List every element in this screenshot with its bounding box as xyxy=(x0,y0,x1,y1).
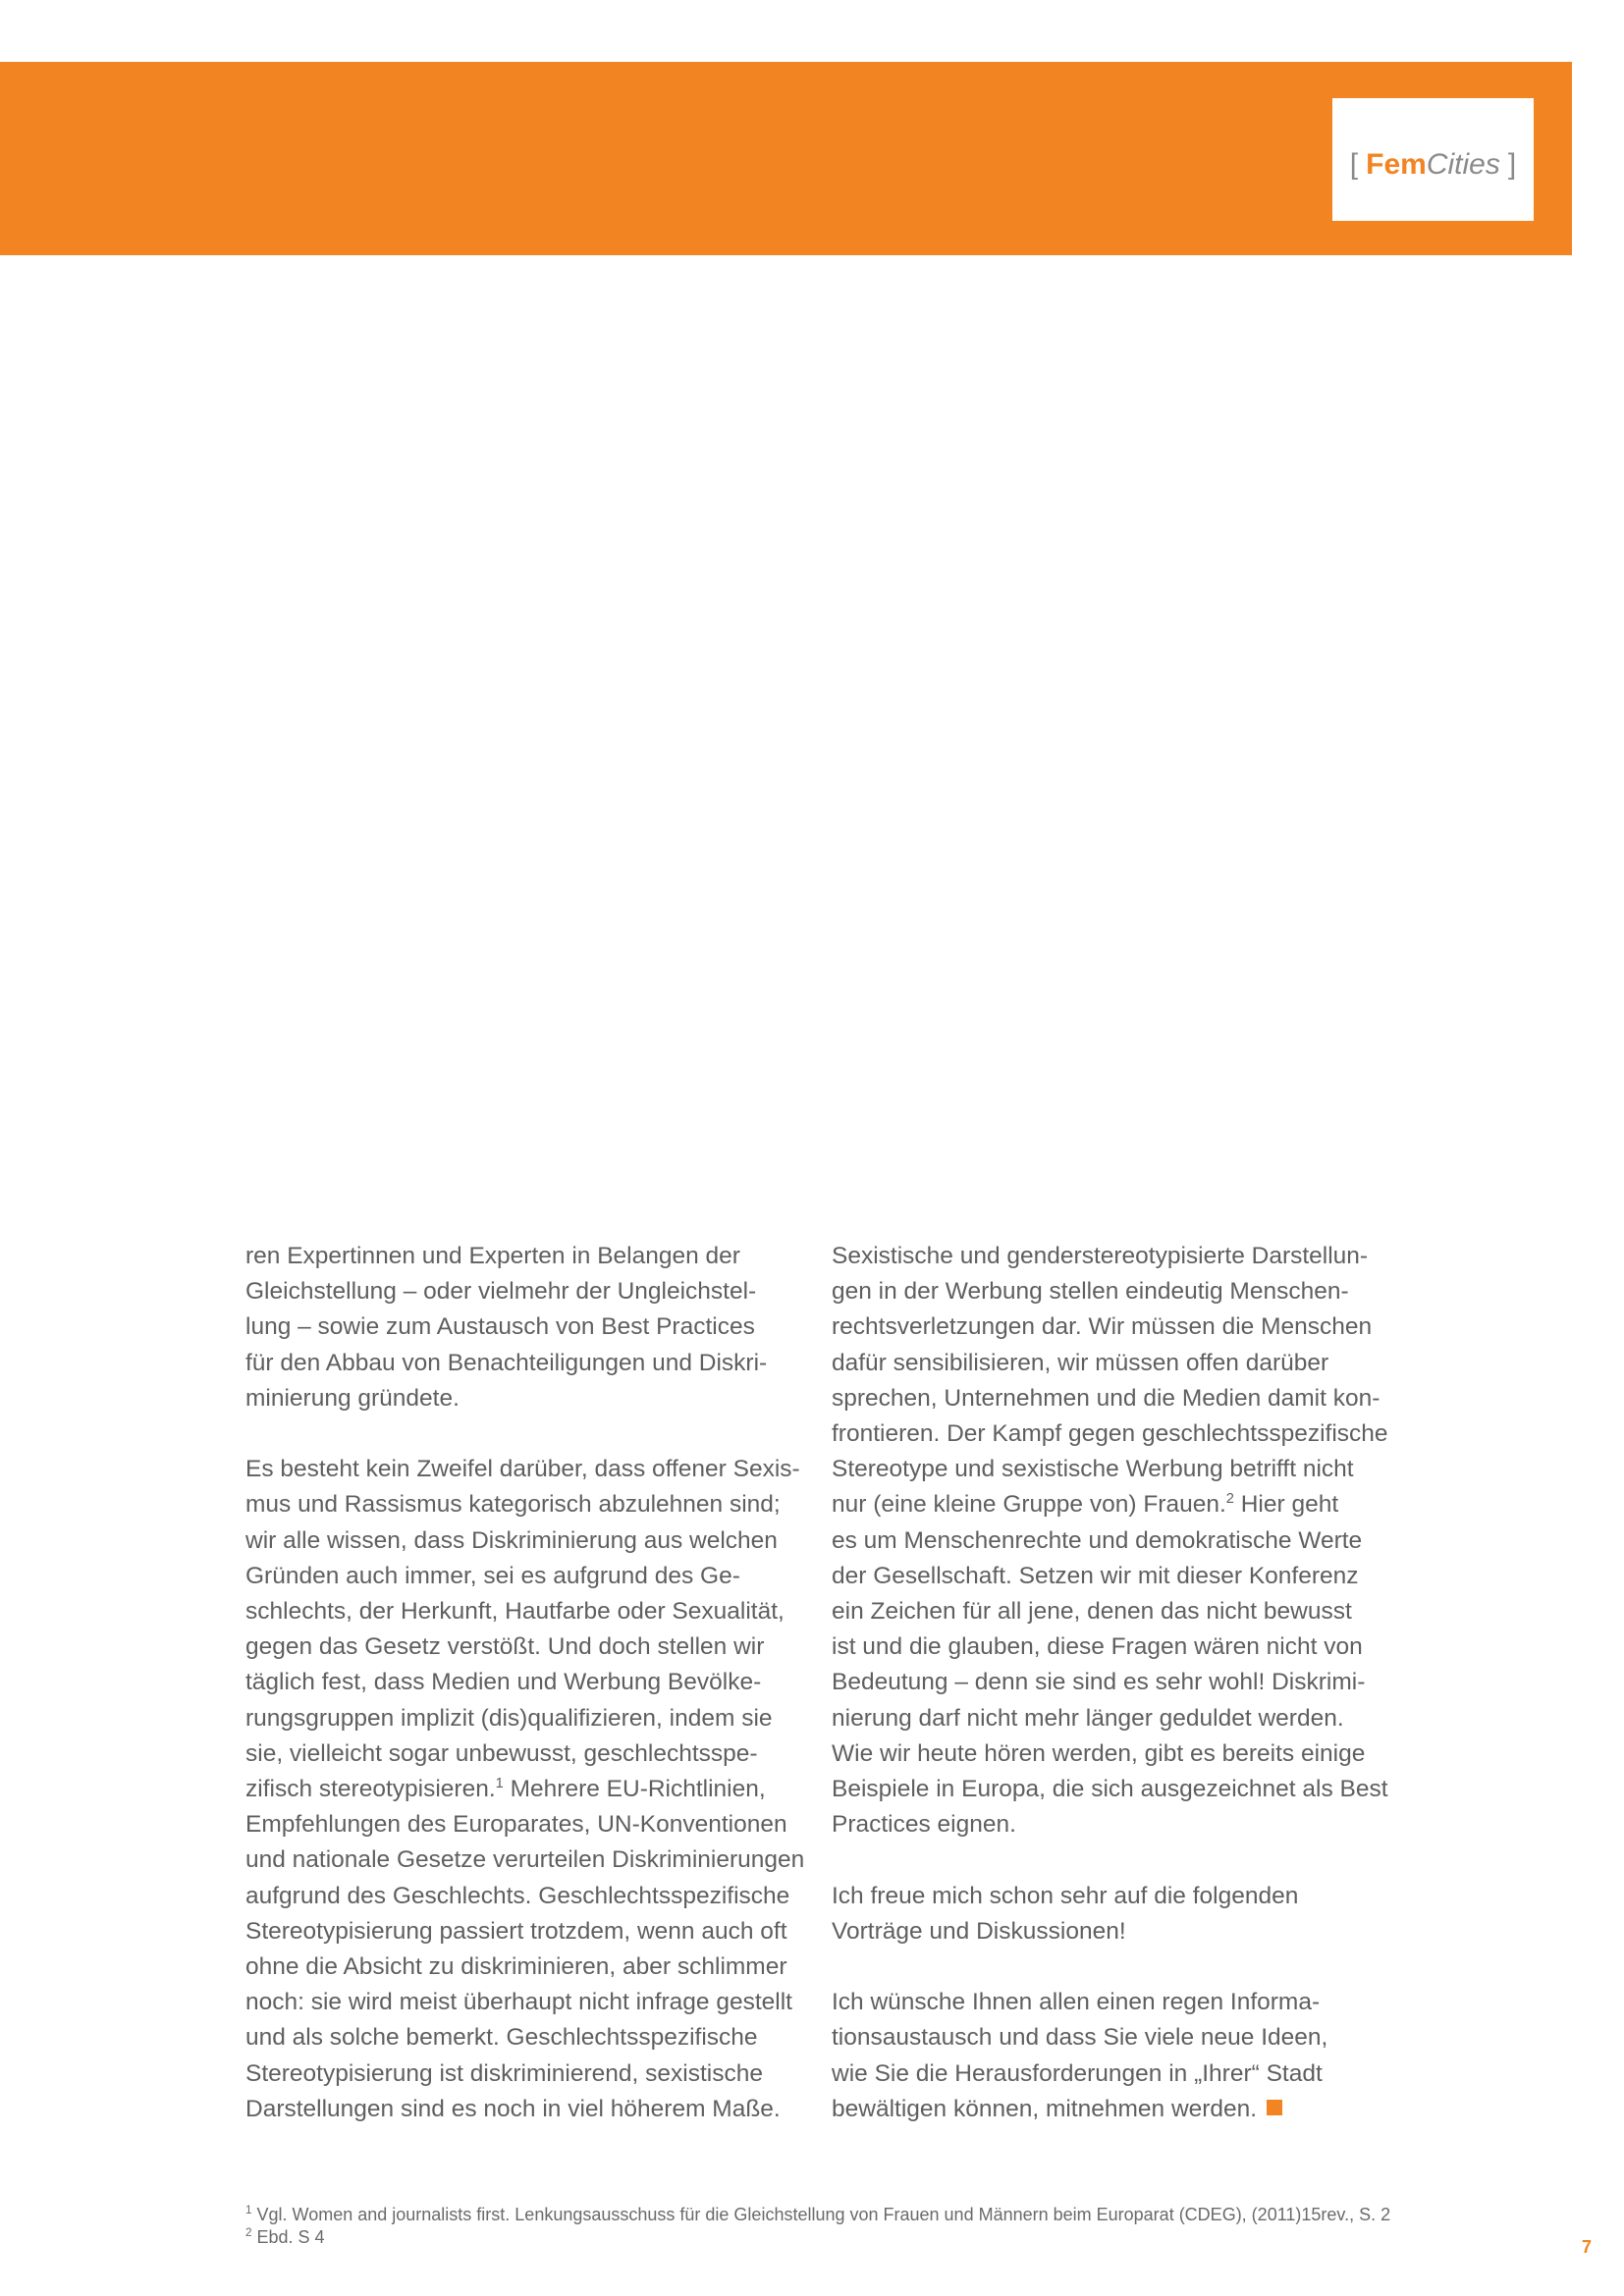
page-number: 7 xyxy=(1582,2237,1593,2257)
footnote-1-text: Vgl. Women and journalists first. Lenkungsausschuss für die Gleichstellung von Frauen und Männern beim Europarat (CDEG), (2011)15rev., S. 2 xyxy=(251,2205,1391,2224)
right-column xyxy=(832,1239,1411,2127)
left-paragraph-1: ren Expertinnen und Experten in Belangen der Gleichstellung – oder vielmehr der Ungleichstel- lung – sowie zum Austausch von Best Practices für den Abbau von Benachteiligungen und Diskri- minierung gründete. xyxy=(245,1243,768,1412)
logo-bracket-open: [ xyxy=(1349,148,1359,181)
right-paragraph-3 xyxy=(832,1985,1411,2127)
footnote-1-mark: 1 xyxy=(245,2204,252,2216)
right-paragraph-2: Ich freue mich schon sehr auf die folgenden Vorträge und Diskussionen! xyxy=(832,1882,1299,1945)
footnote-ref-2: 2 xyxy=(1225,1491,1234,1508)
right-paragraph-3-text: Ich wünsche Ihnen allen einen regen Informa- tionsaustausch und dass Sie viele neue Ideen, wie Sie die Herausforderungen in „Ihrer“ Stadt bewältigen können, mitnehmen werden. xyxy=(832,1989,1328,2122)
logo-text xyxy=(1332,98,1534,182)
left-paragraph-2-part-a: Es besteht kein Zweifel darüber, dass offener Sexis- mus und Rassismus kategorisch abzulehnen sind; wir alle wissen, dass Diskriminierung aus welchen Gründen auch immer, sei es aufgrund des Ge- schlechts, der Herkunft, Hautfarbe oder Sexualität, gegen das Gesetz verstößt. Und doch stellen wir täglich fest, dass Medien und Werbung Bevölke- rungsgruppen implizit (dis)qualifizieren, indem sie sie, vielleicht sogar unbewusst, geschlechtsspe- zifisch stereotypisieren. xyxy=(245,1456,800,1803)
left-paragraph-2 xyxy=(245,1452,815,2127)
left-column xyxy=(245,1239,815,2127)
footnotes xyxy=(245,2204,1522,2249)
logo-fem: Fem xyxy=(1366,148,1427,181)
footnote-2-text: Ebd. S 4 xyxy=(251,2227,325,2247)
femcities-logo xyxy=(1332,98,1534,221)
logo-cities: Cities xyxy=(1426,148,1500,181)
footnote-ref-1: 1 xyxy=(495,1775,504,1791)
footnote-2 xyxy=(245,2226,1522,2249)
footnote-1 xyxy=(245,2204,1522,2226)
header-band xyxy=(0,62,1572,255)
end-mark-square-icon xyxy=(1267,2100,1282,2115)
right-paragraph-1-part-b: Hier geht es um Menschenrechte und demokratische Werte der Gesellschaft. Setzen wir mit dieser Konferenz ein Zeichen für all jene, denen das nicht bewusst ist und die glauben, diese Fragen wären nicht von Bedeutung – denn sie sind es sehr wohl! Diskrimi- nierung darf nicht mehr länger geduldet werden. Wie wir heute hören werden, gibt es bereits einige Beispiele in Europa, die sich ausgezeichnet als Best Practices eignen. xyxy=(832,1491,1388,1839)
right-paragraph-1 xyxy=(832,1239,1411,1842)
right-paragraph-1-part-a: Sexistische und genderstereotypisierte Darstellun- gen in der Werbung stellen eindeutig Menschen- rechtsverletzungen dar. Wir müssen die Menschen dafür sensibilisieren, wir müssen offen darüber sprechen, Unternehmen und die Medien damit kon- frontieren. Der Kampf gegen geschlechtsspezifische Stereotype und sexistische Werbung betrifft nicht nur (eine kleine Gruppe von) Frauen. xyxy=(832,1243,1388,1519)
footnote-2-mark: 2 xyxy=(245,2226,252,2239)
left-paragraph-2-part-b: Mehrere EU-Richtlinien, Empfehlungen des Europarates, UN-Konventionen und nationale Gesetze verurteilen Diskriminierungen aufgrund des Geschlechts. Geschlechtsspezifische Stereotypisierung passiert trotzdem, wenn auch oft ohne die Absicht zu diskriminieren, aber schlimmer noch: sie wird meist überhaupt nicht infrage gestellt und als solche bemerkt. Geschlechtsspezifische Stereotypisierung ist diskriminierend, sexistische Darstellungen sind es noch in viel höherem Maße. xyxy=(245,1776,805,2122)
logo-bracket-close: ] xyxy=(1507,148,1517,181)
